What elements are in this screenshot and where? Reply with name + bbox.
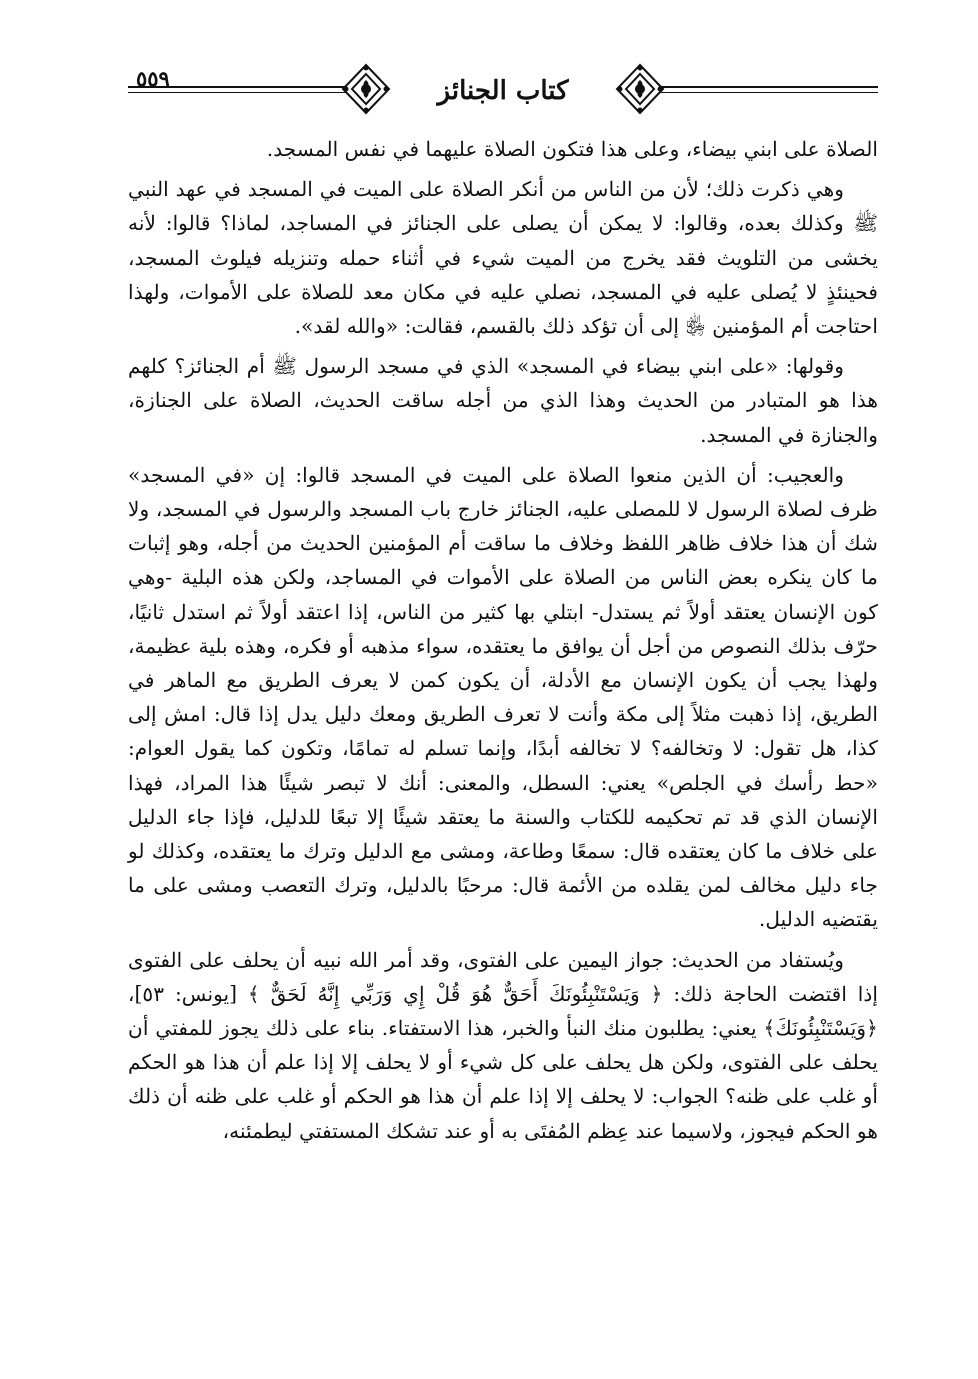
body-text [128, 132, 878, 1148]
paragraph: وهي ذكرت ذلك؛ لأن من الناس من أنكر الصلاة على الميت في المسجد في عهد النبي ﷺ وكذلك بعده، وقالوا: لا يمكن أن يصلى على الجنائز في المساجد، لماذا؟ قالوا: لأنه يخشى من التلويث فقد يخرج من الميت شيء في أثناء حمله وتنزيله فيلوث المسجد، فحينئذٍ لا يُصلى عليه في المسجد، نصلي عليه في مكان معد للصلاة على الأموات، ولهذا احتاجت أم المؤمنين ﵂ إلى أن تؤكد ذلك بالقسم، فقالت: «والله لقد». [128, 177, 878, 339]
paragraph: الصلاة على ابني بيضاء، وعلى هذا فتكون الصلاة عليهما في نفس المسجد. [266, 137, 878, 161]
paragraph: والعجيب: أن الذين منعوا الصلاة على الميت في المسجد قالوا: إن «في المسجد» ظرف لصلاة الرسول لا للمصلى عليه، الجنائز خارج باب المسجد والرسول في المسجد، ولا شك أن هذا خلاف ظاهر اللفظ وخلاف ما ساقت أم المؤمنين الحديث من أجله، وهو إثبات ما كان ينكره بعض الناس من الصلاة على الأموات في المساجد، ولكن هذه البلية -وهي كون الإنسان يعتقد أولاً ثم يستدل- ابتلي بها كثير من الناس، إذا اعتقد أولاً ثم استدل ثانيًا، حرّف بذلك النصوص من أجل أن يوافق ما يعتقده، سواء مذهبه أو فكره، وهذه بلية عظيمة، ولهذا يجب أن يكون الإنسان مع الأدلة، أن يكون كمن لا يعرف الطريق مع الماهر في الطريق، إذا ذهبت مثلاً إلى مكة وأنت لا تعرف الطريق ومعك دليل يدل إذا قال: امش إلى كذا، هل تقول: لا وتخالفه؟ لا تخالفه أبدًا، وإنما تسلم له تمامًا، وتكون كما يقول العوام: «حط رأسك في الجلص» يعني: السطل، والمعنى: أنك لا تبصر شيئًا هذا المراد، فهذا الإنسان الذي قد تم تحكيمه للكتاب والسنة ما يعتقد شيئًا إلا تبعًا للدليل، فإذا جاء الدليل على خلاف ما كان يعتقده قال: سمعًا وطاعة، ومشى مع الدليل وترك ما يعتقده، وكذلك لو جاء دليل مخالف لمن يقلده من الأئمة قال: مرحبًا بالدليل، وترك التعصب ومشى على ما يقتضيه الدليل. [128, 462, 879, 932]
page-number: ٥٥٩ [136, 66, 170, 91]
page-header [128, 62, 878, 122]
paragraph: ويُستفاد من الحديث: جواز اليمين على الفتوى، وقد أمر الله نبيه أن يحلف على الفتوى إذا اقتضت الحاجة ذلك: ﴿ وَيَسْتَنْبِئُونَكَ أَحَقٌّ هُوَ قُلْ إِي وَرَبِّي إِنَّهُ لَحَقٌّ ﴾ [يونس: ٥٣]، ﴿وَيَسْتَنْبِئُونَكَ﴾ يعني: يطلبون منك النبأ والخبر، هذا الاستفتاء. بناء على ذلك يجوز للمفتي أن يحلف على الفتوى، ولكن هل يحلف على كل شيء أو لا يحلف إلا إذا علم أن هذا هو الحكم أو غلب على ظنه؟ الجواب: لا يحلف إلا إذا علم أن هذا هو الحكم أو غلب على ظنه أن ذلك هو الحكم فيجوز، ولاسيما عند عِظم المُفتَى به أو عند تشكك المستفتي ليطمئنه، [128, 947, 879, 1143]
paragraph: وقولها: «على ابني بيضاء في المسجد» الذي في مسجد الرسول ﷺ أم الجنائز؟ كلهم هذا هو المتبادر من الحديث وهذا الذي من أجله ساقت الحديث، الصلاة على الجنازة، والجنازة في المسجد. [128, 354, 878, 447]
floral-ornament-icon [614, 62, 666, 116]
running-title: كتاب الجنائز [437, 76, 569, 106]
